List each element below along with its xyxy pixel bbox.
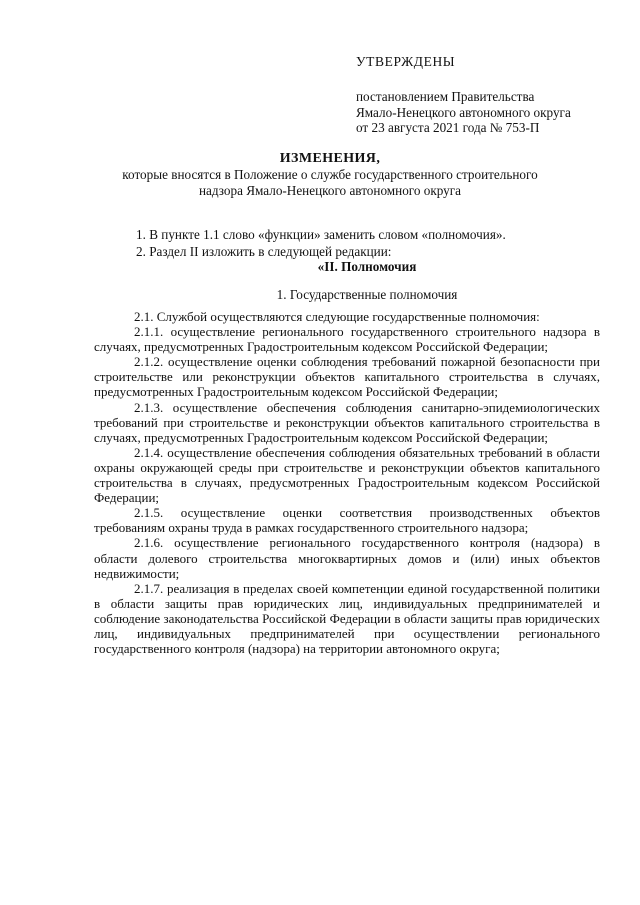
approval-line: постановлением Правительства [356, 89, 535, 104]
paragraph: 2.1.7. реализация в пределах своей компетенции единой государственной политики в области защиты прав юридических лиц, индивидуальных предпринимателей и соблюдение законодательства Российской Федерации в области защиты прав юридических лиц, индивидуальных предпринимателей при осуществлении регионального государственного контроля (надзора) на территории автономного округа; [94, 580, 600, 657]
paragraph: 2.1.2. осуществление оценки соблюдения требований пожарной безопасности при строительстве или реконструкции объектов капитального строительства в случаях, предусмотренных Градостроительным кодексом Российской Федерации; [94, 354, 600, 400]
intro-item: 1. В пункте 1.1 слово «функции» заменить словом «полномочия». [136, 227, 506, 242]
title-subline: надзора Ямало-Ненецкого автономного округа [198, 183, 462, 198]
paragraph: 2.1.6. осуществление регионального государственного контроля (надзора) в области долевого строительства многоквартирных домов и (или) иных объектов недвижимости; [94, 535, 600, 581]
section-heading: «II. Полномочия [317, 259, 417, 274]
title-main: ИЗМЕНЕНИЯ, [279, 151, 381, 166]
paragraph: 2.1.4. осуществление обеспечения соблюдения обязательных требований в области охраны окружающей среды при строительстве и реконструкции объектов капитального строительства в случаях, предусмотренных Градостроительным кодексом Российской Федерации; [94, 444, 600, 506]
approval-heading: УТВЕРЖДЕНЫ [356, 54, 456, 69]
paragraph: 2.1. Службой осуществляются следующие государственные полномочия: [134, 309, 540, 324]
paragraph: 2.1.3. осуществление обеспечения соблюдения санитарно-эпидемиологических требований при строительстве и реконструкции объектов капитального строительства в случаях, предусмотренных Градостроительным кодексом Российской Федерации; [94, 399, 600, 445]
section-subheading: 1. Государственные полномочия [276, 287, 458, 302]
paragraph-list [94, 309, 600, 656]
paragraph: 2.1.1. осуществление регионального государственного строительного надзора в случаях, предусмотренных Градостроительным кодексом Российской Федерации; [94, 324, 600, 355]
intro-items [94, 227, 604, 260]
approval-line: от 23 августа 2021 года № 753-П [356, 120, 540, 135]
approval-line: Ямало-Ненецкого автономного округа [356, 104, 571, 120]
document-title [60, 150, 600, 199]
approval-stamp [356, 54, 626, 136]
paragraph: 2.1.5. осуществление оценки соответствия производственных объектов требованиям охраны труда в рамках государственного строительного надзора; [94, 505, 600, 536]
title-subline: которые вносятся в Положение о службе государственного строительного [122, 167, 538, 182]
intro-item: 2. Раздел II изложить в следующей редакции: [136, 243, 392, 259]
